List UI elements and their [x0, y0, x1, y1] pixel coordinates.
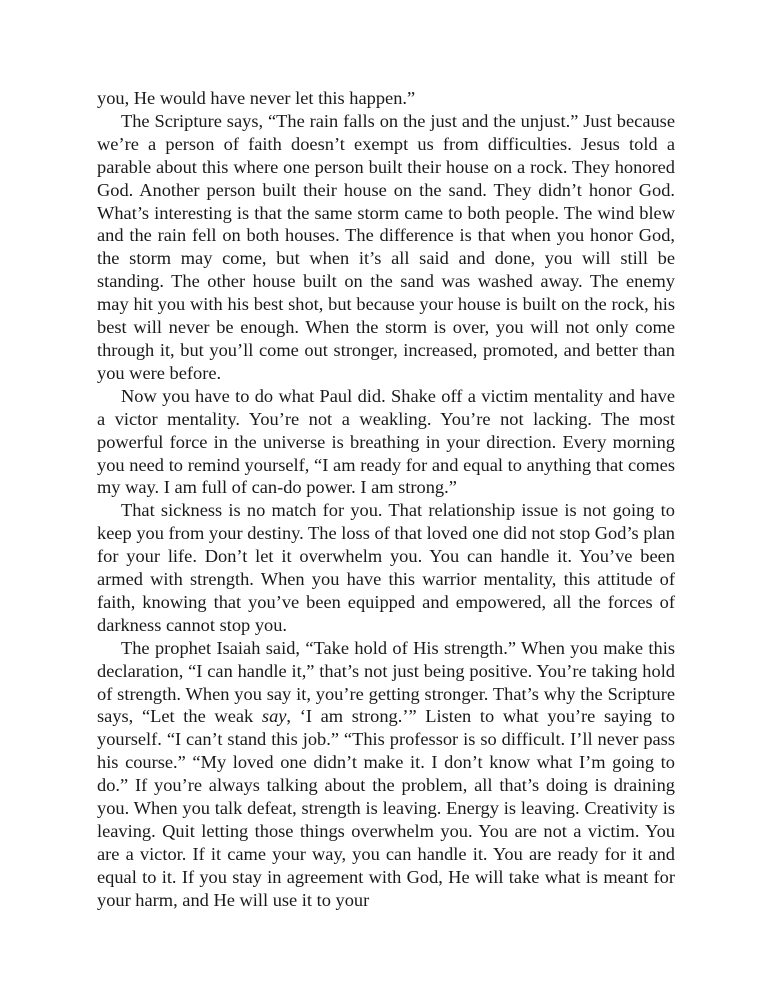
paragraph-text: you, He would have never let this happen.” — [97, 88, 416, 108]
paragraph-warrior-mentality — [97, 499, 675, 636]
paragraph-text: The Scripture says, “The rain falls on the just and the unjust.” Just because we’re a person of faith doesn’t exempt us from difficulties. Jesus told a parable about this where one person built their house on a rock. They honored God. Another person built their house on the sand. They didn’t honor God. What’s interesting is that the same storm came to both people. The wind blew and the rain fell on both houses. The difference is that when you honor God, the storm may come, but when it’s all said and done, you will still be standing. The other house built on the sand was washed away. The enemy may hit you with his best shot, but because your house is built on the rock, his best will never be enough. When the storm is over, you will not only come through it, but you’ll come out stronger, increased, promoted, and better than you were before. — [97, 110, 675, 383]
paragraph-continued — [97, 87, 675, 110]
paragraph-emphasis: say — [261, 706, 287, 727]
paragraph-text: The prophet Isaiah said, “Take hold of His strength.” When you make this declaration, “I can handle it,” that’s not just being positive. You’re taking hold of strength. When you say it, you’re getting stronger. That’s why the Scripture says, “Let the weak — [97, 637, 675, 727]
paragraph-text: That sickness is no match for you. That relationship issue is not going to keep you from your destiny. The loss of that loved one did not stop God’s plan for your life. Don’t let it overwhelm you. You can handle it. You’ve been armed with strength. When you have this warrior mentality, this attitude of faith, knowing that you’ve been equipped and empowered, all the forces of darkness cannot stop you. — [97, 500, 675, 635]
paragraph-take-hold-of-strength — [97, 637, 675, 912]
paragraph-victor-mentality — [97, 385, 675, 500]
paragraph-text: Now you have to do what Paul did. Shake off a victim mentality and have a victor mentality. You’re not a weakling. You’re not lacking. The most powerful force in the universe is breathing in your direction. Every morning you need to remind yourself, “I am ready for and equal to anything that comes my way. I am full of can-do power. I am strong.” — [97, 385, 675, 498]
book-page — [97, 87, 675, 912]
paragraph-storm-parable — [97, 110, 675, 385]
paragraph-text: , ‘I am strong.’” Listen to what you’re saying to yourself. “I can’t stand this job.” “This professor is so difficult. I’ll never pass his course.” “My loved one didn’t make it. I don’t know what I’m going to do.” If you’re always talking about the problem, all that’s doing is draining you. When you talk defeat, strength is leaving. Energy is leaving. Creativity is leaving. Quit letting those things overwhelm you. You are not a victim. You are a victor. If it came your way, you can handle it. You are ready for it and equal to it. If you stay in agreement with God, He will take what is meant for your harm, and He will use it to your — [97, 706, 675, 910]
